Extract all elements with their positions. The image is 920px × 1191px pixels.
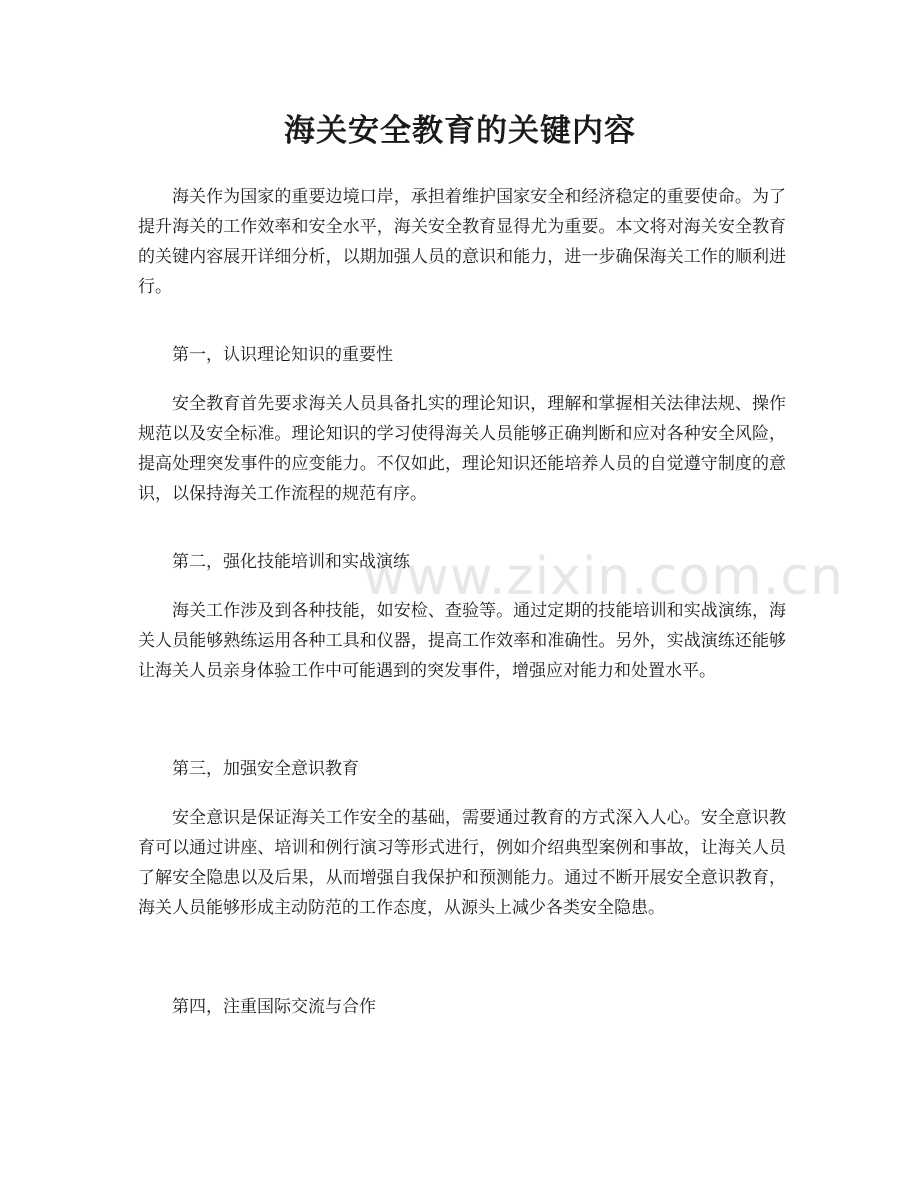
section-heading-4: 第四，注重国际交流与合作: [172, 997, 376, 1017]
document-title: 海关安全教育的关键内容: [284, 113, 636, 149]
section-body-2: 海关工作涉及到各种技能，如安检、查验等。通过定期的技能培训和实战演练，海关人员能够熟练运用各种工具和仪器，提高工作效率和准确性。另外，实战演练还能够让海关人员亲身体验工作中可能遇到的突发事件，增强应对能力和处置水平。: [138, 601, 786, 681]
section-body-1: 安全教育首先要求海关人员具备扎实的理论知识，理解和掌握相关法律法规、操作规范以及安全标准。理论知识的学习使得海关人员能够正确判断和应对各种安全风险，提高处理突发事件的应变能力。不仅如此，理论知识还能培养人员的自觉遵守制度的意识，以保持海关工作流程的规范有序。: [138, 394, 786, 504]
watermark-text: www.zixin.com.cn: [363, 547, 844, 607]
section-body-3: 安全意识是保证海关工作安全的基础，需要通过教育的方式深入人心。安全意识教育可以通过讲座、培训和例行演习等形式进行，例如介绍典型案例和事故，让海关人员了解安全隐患以及后果，从而增强自我保护和预测能力。通过不断开展安全意识教育，海关人员能够形成主动防范的工作态度，从源头上减少各类安全隐患。: [138, 808, 786, 918]
section-heading-1: 第一，认识理论知识的重要性: [172, 345, 393, 365]
section-heading-2: 第二，强化技能培训和实战演练: [172, 552, 410, 572]
intro-paragraph: 海关作为国家的重要边境口岸，承担着维护国家安全和经济稳定的重要使命。为了提升海关的工作效率和安全水平，海关安全教育显得尤为重要。本文将对海关安全教育的关键内容展开详细分析，以期加强人员的意识和能力，进一步确保海关工作的顺利进行。: [138, 187, 786, 297]
section-heading-3: 第三，加强安全意识教育: [172, 759, 359, 779]
